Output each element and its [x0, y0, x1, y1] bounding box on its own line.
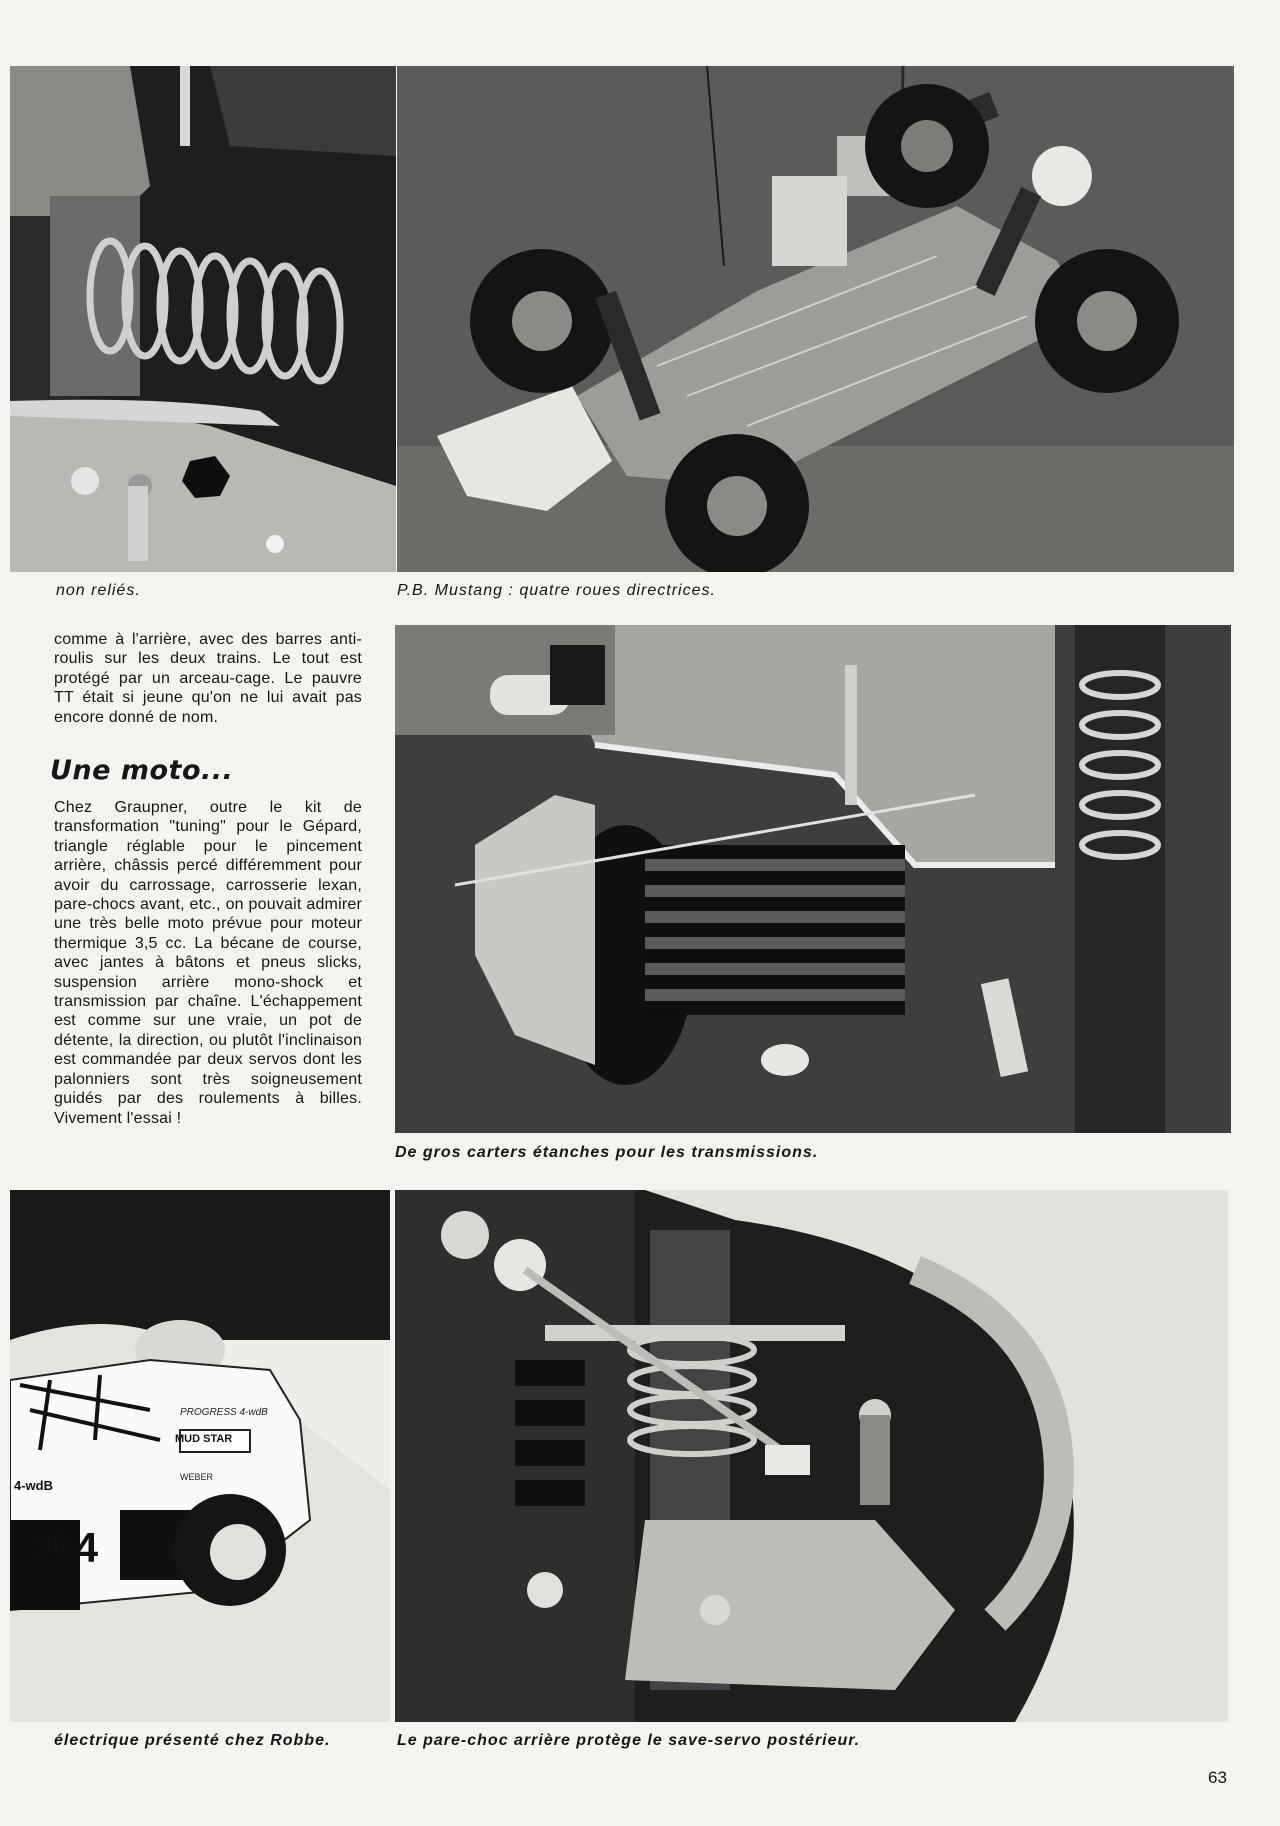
- intro-paragraph: comme à l'arrière, avec des barres anti-roulis sur les deux trains. Le tout est protégé par un arceau-cage. Le pauvre TT était si jeune qu'on ne lui avait pas encore donné de nom.: [54, 631, 362, 726]
- caption-top-left: non reliés.: [56, 582, 141, 599]
- weber-decal: WEBER: [180, 1472, 214, 1482]
- transmission-casing-photo: [395, 625, 1231, 1133]
- model-decal: 4-wdB: [14, 1478, 53, 1493]
- rear-bumper-photo: [395, 1190, 1228, 1722]
- caption-middle: De gros carters étanches pour les transmissions.: [395, 1144, 819, 1161]
- caption-bottom-right: Le pare-choc arrière protège le save-servo postérieur.: [397, 1732, 861, 1749]
- sponsor-decal: MUD STAR: [175, 1433, 233, 1445]
- mustang-buggy-photo: [397, 66, 1234, 572]
- electric-truck-photo: [10, 1190, 390, 1722]
- shock-absorber-photo: [10, 66, 396, 572]
- page-number: 63: [1208, 1768, 1227, 1787]
- caption-top-right: P.B. Mustang : quatre roues directrices.: [397, 582, 716, 599]
- race-number: 204: [28, 1524, 99, 1571]
- progress-decal: PROGRESS 4-wdB: [180, 1407, 268, 1418]
- section-heading: Une moto...: [50, 755, 234, 786]
- body-paragraph: Chez Graupner, outre le kit de transformation "tuning" pour le Gépard, triangle réglable pour le pincement arrière, châssis percé différemment pour avoir du carrossage, carrosserie lexan, pare-chocs avant, etc., on pouvait admirer une très belle moto prévue pour moteur thermique 3,5 cc. La bécane de course, avec jantes à bâtons et pneus slicks, suspension arrière mono-shock et transmission par chaîne. L'échappement est comme sur une vraie, un pot de détente, la direction, ou plutôt l'inclinaison est commandée par deux servos dont les palonniers sont très soigneusement guidés par des roulements à billes. Vivement l'essai !: [54, 799, 362, 1127]
- caption-bottom-left: électrique présenté chez Robbe.: [54, 1732, 331, 1749]
